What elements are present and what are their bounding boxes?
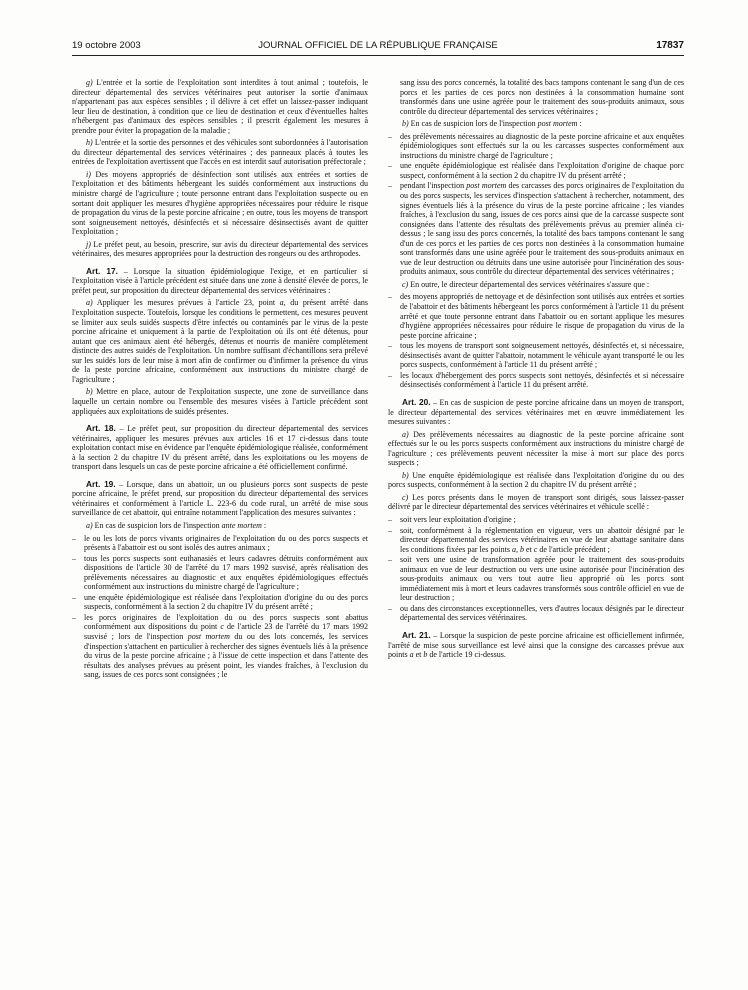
paragraph-i: i) Des moyens appropriés de désinfection sont utilisés aux entrées et sorties de l'exploitation et des bâtiments hébergeant les suidés conformément aux instructions du ministre chargé de l'agriculture ; toute personne entrant dans l'exploitation suspecte ou en sortant doit appliquer les mesures d'hygiène appropriées nécessaires pour réduire le risque de propagation du virus de la peste porcine africaine ; en outre, tous les moyens de transport sont soigneusement nettoyés, désinfectés et si nécessaire désinsectisés avant de quitter l'exploitation ; [72,169,368,237]
article-20-b: b) Une enquête épidémiologique est réalisée dans l'exploitation d'origine du ou des porcs suspects, conformément à la section 2 du chapitre IV du présent arrêté ; [388,470,684,490]
list-item: – ou dans des circonstances exceptionnelles, vers d'autres locaux désignés par le directeur départemental des services vétérinaires. [388,604,684,623]
list-item: – des prélèvements nécessaires au diagnostic de la peste porcine africaine et aux enquêtes épidémiologiques sont effectués sur la ou les carcasses suspectes conformément aux instructions du ministre chargé de l'agriculture ; [388,132,684,161]
article-19-number: Art. 19. [86,478,116,489]
list-19-b [388,132,684,277]
continued-paragraph: sang issu des porcs concernés, la totalité des bacs tampons contenant le sang d'un de ces porcs et les parties de ces porcs non destinées à la consommation humaine sont transformés dans une usine agréée pour le traitement des sous-produits animaux, sous contrôle du directeur départemental des services vétérinaires ; [400,78,684,116]
article-17: Art. 17. – Lorsque la situation épidémiologique l'exige, et en particulier si l'exploitation visée à l'article précédent est située dans une zone à densité élevée de porcs, le préfet peut, sur proposition du directeur départemental des services vétérinaires : [72,265,368,295]
list-item: – pendant l'inspection post mortem des carcasses des porcs originaires de l'exploitation du ou des porcs suspects, les services d'inspection s'attachent à rechercher, notamment, des signes éventuels liés à la présence du virus de la peste porcine africaine ; les viandes fraîches, à l'exclusion du sang, issues de ces porcs ainsi que de la carcasse suspecte sont consignées dans l'attente des résultats des prélèvements prévus au premier alinéa ci-dessus ; le sang issu des porcs concernés, la totalité des bacs tampons contenant le sang d'un de ces porcs et les parties de ces porcs non destinées à la consommation humaine sont transformés dans une usine agréée pour le traitement des sous-produits animaux en vue de leur destruction ou détruits dans une usine autorisée pour l'incinération des sous-produits animaux, sous contrôle du directeur départemental des services vétérinaires ; [388,181,684,276]
list-item: – les locaux d'hébergement des porcs suspects sont nettoyés, désinfectés et si nécessaire désinsectisés conformément à l'article 11 du présent arrêté. [388,371,684,390]
list-item: – une enquête épidémiologique est réalisée dans l'exploitation d'origine de chaque porc suspect, conformément à la section 2 du chapitre IV du présent arrêté ; [388,161,684,180]
article-20-a: a) Des prélèvements nécessaires au diagnostic de la peste porcine africaine sont effectués sur le ou les porcs suspects conformément aux instructions du ministre chargé de l'agriculture ; ces prélèvements peuvent nécessiter la mise à mort sur place des porcs suspects ; [388,429,684,468]
list-20-c [388,515,684,623]
list-item: – soit vers leur exploitation d'origine ; [388,515,684,525]
list-19-c [388,292,684,389]
list-item: – tous les moyens de transport sont soigneusement nettoyés, désinfectés et, si nécessaire, désinsectisés avant de quitter l'abattoir, notamment le véhicule ayant transporté le ou les porcs suspects, conformément à l'article 11 du présent arrêté ; [388,341,684,370]
right-column [388,78,684,663]
article-17-a: a) Appliquer les mesures prévues à l'article 23, point a, du présent arrêté dans l'exploitation suspecte. Toutefois, lorsque les conditions le permettent, ces mesures peuvent se limiter aux seuls suidés suspects d'être infectés ou contaminés par le virus de la peste porcine africaine et uniquement à la partie de l'exploitation où ils ont été détenus, pour autant que ces animaux aient été hébergés, détenus et nourris de manière complètement distincte des autres suidés de l'exploitation. Un nombre suffisant d'échantillons sera prélevé sur les suidés lors de leur mise à mort afin de confirmer ou d'infirmer la présence du virus de la peste porcine africaine, conformément aux instructions du ministre chargé de l'agriculture ; [72,298,369,384]
header-rule [72,55,684,56]
journal-title: JOURNAL OFFICIEL DE LA RÉPUBLIQUE FRANÇAISE [258,40,498,51]
list-item: – les porcs originaires de l'exploitation du ou des porcs suspects sont abattus conformément aux dispositions du point c de l'article 23 de l'arrêté du 17 mars 1992 susvisé ; lors de l'inspection post mortem du ou des lots concernés, les services d'inspection s'attachent en particulier à rechercher des signes éventuels liés à la présence du virus de la peste porcine africaine ; à l'issue de cette inspection et dans l'attente des résultats des analyses prévues au présent point, les viandes fraîches, à l'exclusion du sang, issues de ces porcs sont consignées ; le [72,613,368,680]
article-19-a: a) En cas de suspicion lors de l'inspection ante mortem : [86,520,267,530]
article-19-c: c) En outre, le directeur départemental des services vétérinaires s'assure que : [402,279,650,289]
left-column [72,78,368,683]
article-17-b: b) Mettre en place, autour de l'exploitation suspecte, une zone de surveillance dans laquelle un certain nombre ou l'ensemble des mesures visées à l'article précédent sont appliquées aux exploitations de suidés présentes. [72,387,368,416]
paragraph-h: h) L'entrée et la sortie des personnes et des véhicules sont subordonnées à l'autorisation du directeur départemental des services vétérinaires ; des panneaux placés à toutes les entrées de l'exploitation avertissent que l'accès en est interdit sauf autorisation préfectorale ; [72,138,368,167]
list-19-a [72,534,368,680]
article-20: Art. 20. – En cas de suspicion de peste porcine africaine dans un moyen de transport, le directeur départemental des services vétérinaires met en œuvre immédiatement les mesures suivantes : [388,396,684,427]
article-17-number: Art. 17. [86,265,118,276]
list-item: – soit, conformément à la réglementation en vigueur, vers un abattoir désigné par le directeur départemental des services vétérinaires en vue de leur abattage sanitaire dans les conditions fixées par les points a, b et c de l'article précédent ; [388,526,684,555]
article-21: Art. 21. – Lorsque la suspicion de peste porcine africaine est officiellement infirmée, l'arrêté de mise sous surveillance est levé ainsi que la consigne des carcasses prévue aux points a et b de l'article 19 ci-dessus. [388,629,684,660]
issue-date: 19 octobre 2003 [72,40,141,51]
list-item: – une enquête épidémiologique est réalisée dans l'exploitation d'origine du ou des porcs suspects, conformément à la section 2 du chapitre IV du présent arrêté ; [72,593,368,612]
article-19: Art. 19. – Lorsque, dans un abattoir, un ou plusieurs porcs sont suspects de peste porcine africaine, le préfet prend, sur proposition du directeur départemental des services vétérinaires et conformément à l'article L. 223-6 du code rural, un arrêté de mise sous surveillance de cet abattoir, qui entraîne notamment l'application des mesures suivantes : [72,478,368,518]
list-item: – le ou les lots de porcs vivants originaires de l'exploitation du ou des porcs suspects et présents à l'abattoir est ou sont isolés des autres animaux ; [72,534,368,553]
list-item: – des moyens appropriés de nettoyage et de désinfection sont utilisés aux entrées et sorties de l'abattoir et des bâtiments hébergeant les porcs conformément à l'article 11 du présent arrêté et que toute personne entrant dans l'abattoir ou en sortant applique les mesures d'hygiène appropriées nécessaires pour réduire le risque de propagation du virus de la peste porcine africaine ; [388,292,684,340]
list-item: – soit vers une usine de transformation agréée pour le traitement des sous-produits animaux en vue de leur destruction ou vers une usine autorisée pour l'incinération des sous-produits animaux ou vers tout autre lieu approprié où les porcs sont immédiatement mis à mort et leurs cadavres transformés sous contrôle officiel en vue de leur destruction ; [388,555,684,603]
article-18: Art. 18. – Le préfet peut, sur proposition du directeur départemental des services vétérinaires, appliquer les mesures prévues aux articles 16 et 17 ci-dessus dans toute exploitation contact mise en évidence par l'enquête épidémiologique réalisée, conformément à la section 2 du chapitre IV du présent arrêté, dans les exploitations ou les moyens de transport dans lesquels un cas de peste porcine africaine a été officiellement confirmé. [72,423,369,472]
article-21-number: Art. 21. [402,629,431,640]
article-18-number: Art. 18. [86,423,116,434]
page-number: 17837 [656,40,684,51]
article-20-number: Art. 20. [402,396,431,407]
page-header [72,40,684,54]
paragraph-j: j) Le préfet peut, au besoin, prescrire, sur avis du directeur départemental des services vétérinaires, des mesures appropriées pour la destruction des rongeurs ou des arthropodes. [72,239,368,259]
article-20-c: c) Les porcs présents dans le moyen de transport sont dirigés, sous laissez-passer délivré par le directeur départemental des services vétérinaires et véhicule scellé : [388,492,684,512]
article-19-b: b) En cas de suspicion lors de l'inspection post mortem : [402,119,582,129]
paragraph-g: g) L'entrée et la sortie de l'exploitation sont interdites à tout animal ; toutefois, le directeur départemental des services vétérinaires peut autoriser la sortie d'animaux n'appartenant pas aux espèces sensibles ; il délivre à cet effet un laissez-passer indiquant leur lieu de destination, à condition que ce lieu de destination et ceux d'éventuelles haltes n'hébergent pas d'animaux des espèces sensibles ; il prescrit également les mesures à prendre pour éviter la propagation de la maladie ; [72,78,368,135]
list-item: – tous les porcs suspects sont euthanasiés et leurs cadavres détruits conformément aux dispositions de l'article 30 de l'arrêté du 17 mars 1992 susvisé, après réalisation des prélèvements nécessaires au diagnostic et aux enquêtes épidémiologiques effectués conformément aux instructions du ministre chargé de l'agriculture ; [72,554,368,592]
